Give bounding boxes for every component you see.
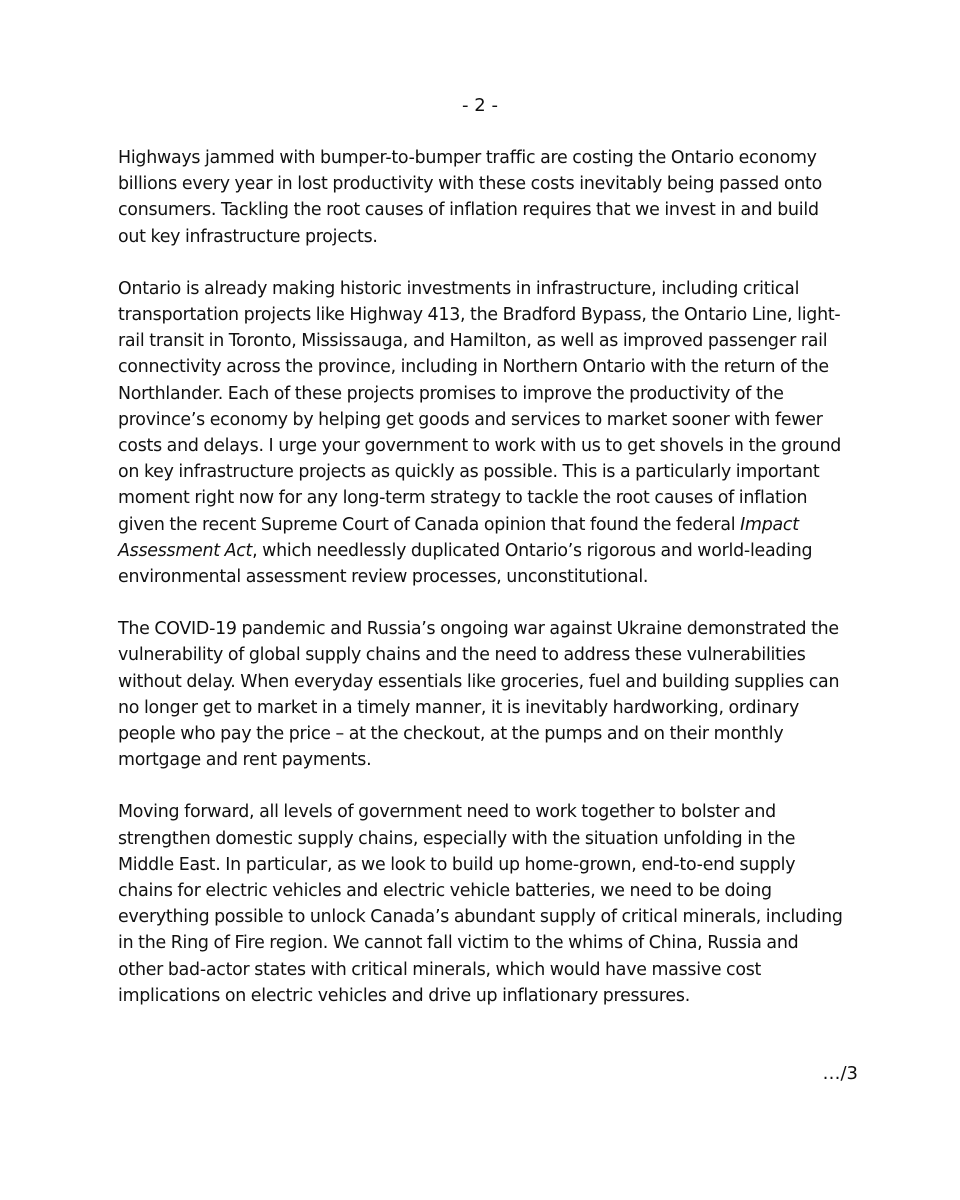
- text-line: Northlander. Each of these projects promises to improve the productivity of the: [118, 383, 784, 404]
- text-line: Highways jammed with bumper-to-bumper traffic are costing the Ontario economy: [118, 148, 817, 168]
- text-segment: , which needlessly duplicated Ontario’s rigorous and world-leading: [252, 540, 813, 561]
- text-line: mortgage and rent payments.: [118, 750, 372, 771]
- text-line: moment right now for any long-term strategy to tackle the root causes of inflation: [118, 488, 808, 509]
- text-line: in the Ring of Fire region. We cannot fall victim to the whims of China, Russia and: [118, 933, 799, 954]
- page-number: - 2 -: [462, 95, 498, 116]
- letter-body: [118, 145, 858, 1035]
- act-name-italic: Impact: [740, 514, 799, 535]
- text-line: implications on electric vehicles and drive up inflationary pressures.: [118, 985, 690, 1006]
- text-line: strengthen domestic supply chains, especially with the situation unfolding in the: [118, 828, 796, 849]
- continuation-marker: …/3: [822, 1063, 858, 1084]
- text-line: Middle East. In particular, as we look to build up home-grown, end-to-end supply: [118, 854, 796, 875]
- paragraph-moving-forward: [118, 799, 858, 1009]
- paragraph-supply-chains: [118, 616, 858, 773]
- text-line: [118, 512, 858, 538]
- text-line: everything possible to unlock Canada’s abundant supply of critical minerals, including: [118, 907, 843, 928]
- text-line: billions every year in lost productivity with these costs inevitably being passed onto: [118, 174, 822, 195]
- act-name-italic: Assessment Act: [118, 540, 253, 561]
- text-line: rail transit in Toronto, Mississauga, and Hamilton, as well as improved passenger rail: [118, 331, 828, 352]
- text-line: on key infrastructure projects as quickly as possible. This is a particularly important: [118, 462, 820, 483]
- text-line: transportation projects like Highway 413, the Bradford Bypass, the Ontario Line, light-: [118, 305, 841, 326]
- text-line: Ontario is already making historic investments in infrastructure, including critical: [118, 278, 800, 299]
- text-line: costs and delays. I urge your government to work with us to get shovels in the ground: [118, 436, 842, 457]
- text-line: province’s economy by helping get goods and services to market sooner with fewer: [118, 409, 823, 430]
- text-line: [118, 538, 858, 564]
- text-line: vulnerability of global supply chains and the need to address these vulnerabilities: [118, 645, 806, 666]
- text-line: out key infrastructure projects.: [118, 226, 378, 247]
- text-line: consumers. Tackling the root causes of inflation requires that we invest in and build: [118, 200, 819, 221]
- text-line: without delay. When everyday essentials like groceries, fuel and building supplies can: [118, 671, 840, 692]
- text-line: environmental assessment review processes, unconstitutional.: [118, 567, 649, 588]
- text-line: The COVID-19 pandemic and Russia’s ongoing war against Ukraine demonstrated the: [118, 619, 839, 640]
- text-line: no longer get to market in a timely manner, it is inevitably hardworking, ordinary: [118, 697, 799, 718]
- text-line: connectivity across the province, including in Northern Ontario with the return of the: [118, 357, 829, 378]
- text-line: people who pay the price – at the checkout, at the pumps and on their monthly: [118, 724, 784, 745]
- paragraph-highways: [118, 145, 858, 250]
- paragraph-infrastructure: [118, 276, 858, 590]
- text-line: other bad-actor states with critical minerals, which would have massive cost: [118, 959, 762, 980]
- text-line: Moving forward, all levels of government need to work together to bolster and: [118, 802, 776, 823]
- text-line: chains for electric vehicles and electric vehicle batteries, we need to be doing: [118, 881, 772, 902]
- text-segment: given the recent Supreme Court of Canada opinion that found the federal: [118, 514, 741, 535]
